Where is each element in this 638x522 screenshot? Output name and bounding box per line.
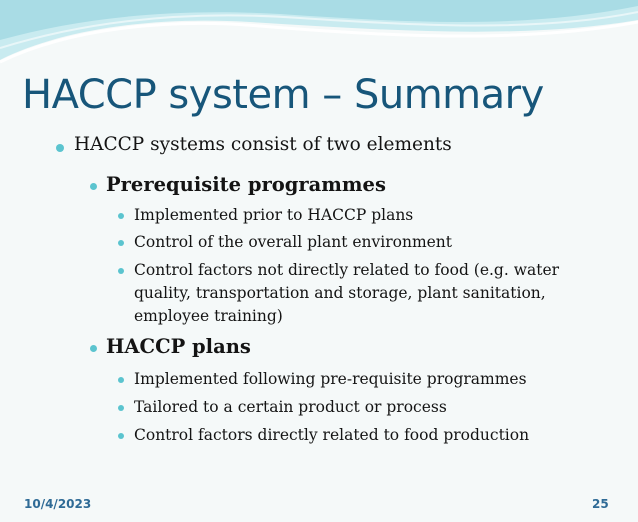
bullet-icon <box>118 377 124 383</box>
list-item-continuation: quality, transportation and storage, plant sanitation, <box>134 284 546 302</box>
page-number: 25 <box>592 497 609 511</box>
section-heading-haccp-plans: HACCP plans <box>106 335 251 358</box>
list-item: Control factors directly related to food production <box>134 426 530 444</box>
list-item: Implemented prior to HACCP plans <box>134 206 414 224</box>
list-item: Tailored to a certain product or process <box>134 398 447 416</box>
bullet-icon <box>56 144 64 152</box>
list-item: Control factors not directly related to food (e.g. water <box>134 261 560 279</box>
bullet-icon <box>118 240 124 246</box>
footer-date: 10/4/2023 <box>24 497 92 511</box>
list-item: Implemented following pre-requisite programmes <box>134 370 527 388</box>
header-wave-decoration <box>0 0 638 80</box>
bullet-icon <box>118 213 124 219</box>
intro-text: HACCP systems consist of two elements <box>74 134 452 155</box>
bullet-icon <box>90 183 97 190</box>
bullet-icon <box>90 345 97 352</box>
list-item-continuation: employee training) <box>134 307 283 325</box>
bullet-icon <box>118 268 124 274</box>
bullet-icon <box>118 433 124 439</box>
section-heading-prerequisite: Prerequisite programmes <box>106 173 386 196</box>
list-item: Control of the overall plant environment <box>134 233 453 251</box>
slide-title: HACCP system – Summary <box>22 72 544 118</box>
bullet-icon <box>118 405 124 411</box>
